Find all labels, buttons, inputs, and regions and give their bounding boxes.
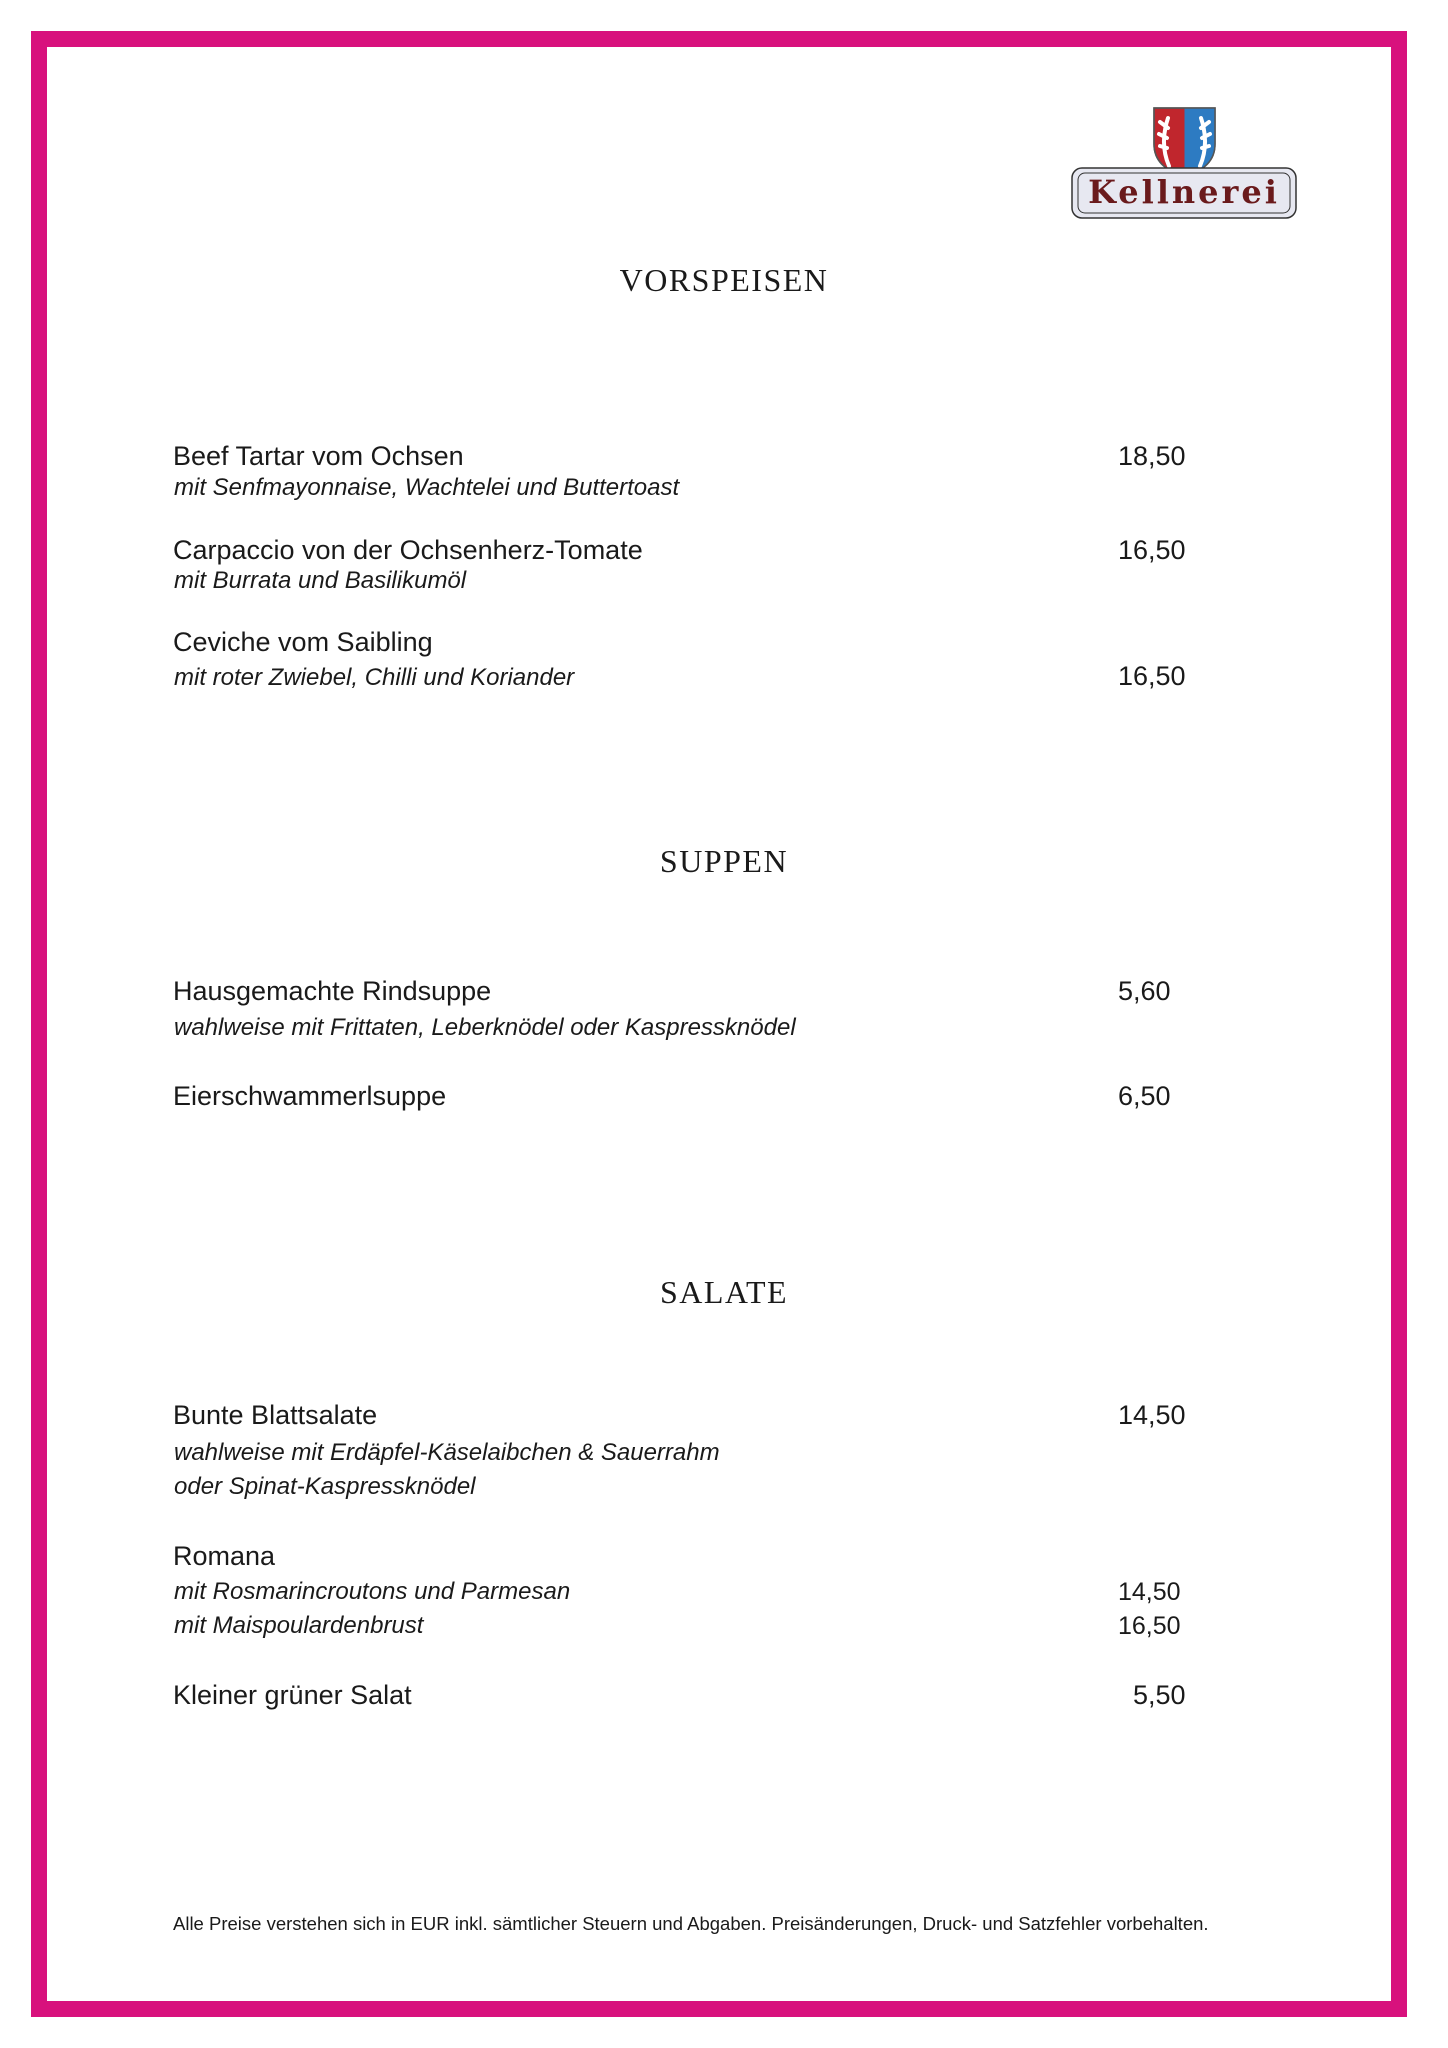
section-title-vorspeisen: VORSPEISEN [619, 262, 829, 298]
section-title-suppen: SUPPEN [659, 843, 789, 879]
menu-item-name: Ceviche vom Saibling [173, 627, 433, 657]
logo-wordmark: Kellnerei [1088, 173, 1280, 211]
menu-item-price: 16,50 [1118, 1612, 1181, 1640]
menu-item-name: Romana [173, 1541, 276, 1571]
menu-item-price: 5,50 [1133, 1680, 1186, 1710]
menu-item-desc: mit Senfmayonnaise, Wachtelei und Buttertoast [174, 474, 680, 501]
menu-item-price: 16,50 [1118, 661, 1186, 691]
menu-item-price: 16,50 [1118, 535, 1186, 565]
menu-item-price: 5,60 [1118, 976, 1171, 1006]
menu-item-desc: mit Rosmarincroutons und Parmesan [174, 1578, 571, 1605]
kellnerei-logo [1070, 104, 1300, 222]
menu-item-price: 14,50 [1118, 1400, 1186, 1430]
menu-item-desc: mit roter Zwiebel, Chilli und Koriander [174, 664, 575, 691]
menu-item-name: Bunte Blattsalate [173, 1400, 378, 1430]
menu-item-name: Kleiner grüner Salat [173, 1680, 412, 1710]
menu-item-name: Beef Tartar vom Ochsen [173, 441, 464, 471]
menu-item-price: 14,50 [1118, 1578, 1181, 1606]
menu-item-price: 18,50 [1118, 441, 1186, 471]
menu-item-desc: mit Burrata und Basilikumöl [174, 567, 467, 594]
menu-item-desc: wahlweise mit Erdäpfel-Käselaibchen & Sauerrahm [174, 1439, 720, 1466]
menu-item-name: Hausgemachte Rindsuppe [173, 976, 492, 1006]
menu-item-desc: oder Spinat-Kaspressknödel [174, 1473, 476, 1500]
menu-item-desc: wahlweise mit Frittaten, Leberknödel oder Kaspressknödel [174, 1014, 796, 1041]
menu-item-price: 6,50 [1118, 1081, 1171, 1111]
menu-item-name: Eierschwammerlsuppe [173, 1081, 447, 1111]
price-disclaimer: Alle Preise verstehen sich in EUR inkl. sämtlicher Steuern und Abgaben. Preisänderungen, Druck- und Satzfehler vorbehalten. [173, 1913, 1209, 1934]
section-title-salate: SALATE [659, 1274, 789, 1310]
menu-item-desc: mit Maispoulardenbrust [174, 1612, 424, 1639]
menu-item-name: Carpaccio von der Ochsenherz-Tomate [173, 535, 643, 565]
logo-graphic [1070, 104, 1300, 222]
